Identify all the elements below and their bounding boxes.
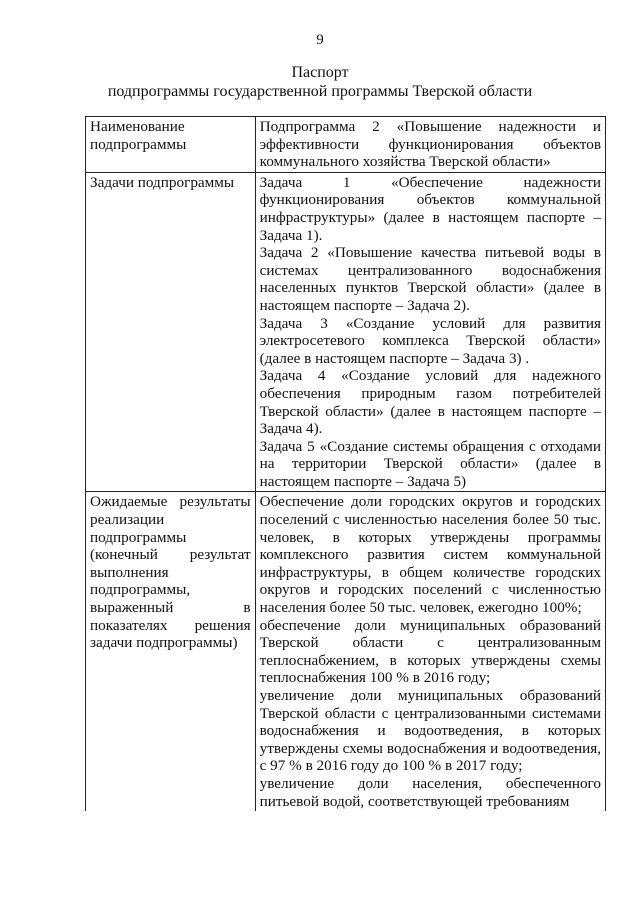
row-label-name: Наименование подпрограммы [86,117,256,173]
task-5: Задача 5 «Создание системы обращения с отходами на территории Тверской области» (далее в настоящем паспорте – Задача 5) [259,437,601,490]
title-line-1: Паспорт [291,64,349,81]
value-paragraph: Подпрограмма 2 «Повышение надежности и эффективности функционирования объектов коммунального хозяйства Тверской области» [259,118,601,171]
task-2: Задача 2 «Повышение качества питьевой воды в системах централизованного водоснабжения населенных пунктов Тверской области» (далее в настоящем паспорте – Задача 2). [259,244,601,314]
passport-table [85,116,606,811]
result-1: Обеспечение доли городских округов и городских поселений с численностью населения более 50 тыс. человек, в которых утверждены программы комплексного развития систем коммунальной инфраструктуры, в общем количестве городских округов и городских поселений с численностью населения более 50 тыс. человек, ежегодно 100%; [259,493,601,617]
page-number: 9 [316,32,324,48]
row-label-tasks: Задачи подпрограммы [86,172,256,492]
document-title [0,63,640,101]
row-value-name [255,117,605,173]
row-value-results [255,492,605,811]
table-row [86,117,606,173]
table-row [86,492,606,811]
task-4: Задача 4 «Создание условий для надежного обеспечения природным газом потребителей Тверской области» (далее в настоящем паспорте – Задача 4). [259,367,601,438]
row-value-tasks [255,172,605,492]
task-3: Задача 3 «Создание условий для развития электросетевого комплекса Тверской области» (далее в настоящем паспорте – Задача 3) . [259,314,601,367]
title-line-2: подпрограммы государственной программы Тверской области [107,83,533,100]
result-2: обеспечение доли муниципальных образований Тверской области с централизованным теплоснабжением, в которых утверждены схемы теплоснабжения 100 % в 2016 году; [259,616,601,687]
result-3: увеличение доли муниципальных образований Тверской области с централизованными системами водоснабжения и водоотведения, в которых утверждены схемы водоснабжения и водоотведения, с 97 % в 2016 году до 100 % в 2017 году; [259,687,601,775]
row-label-results: Ожидаемые результаты реализации подпрограммы (конечный результат выполнения подпрограммы, выраженный в показателях решения задачи подпрограммы) [86,492,256,811]
result-4: увеличение доли населения, обеспеченного питьевой водой, соответствующей требованиям [259,774,601,810]
table-row [86,172,606,492]
task-1: Задача 1 «Обеспечение надежности функционирования объектов коммунальной инфраструктуры» (далее в настоящем паспорте – Задача 1). [259,173,601,244]
